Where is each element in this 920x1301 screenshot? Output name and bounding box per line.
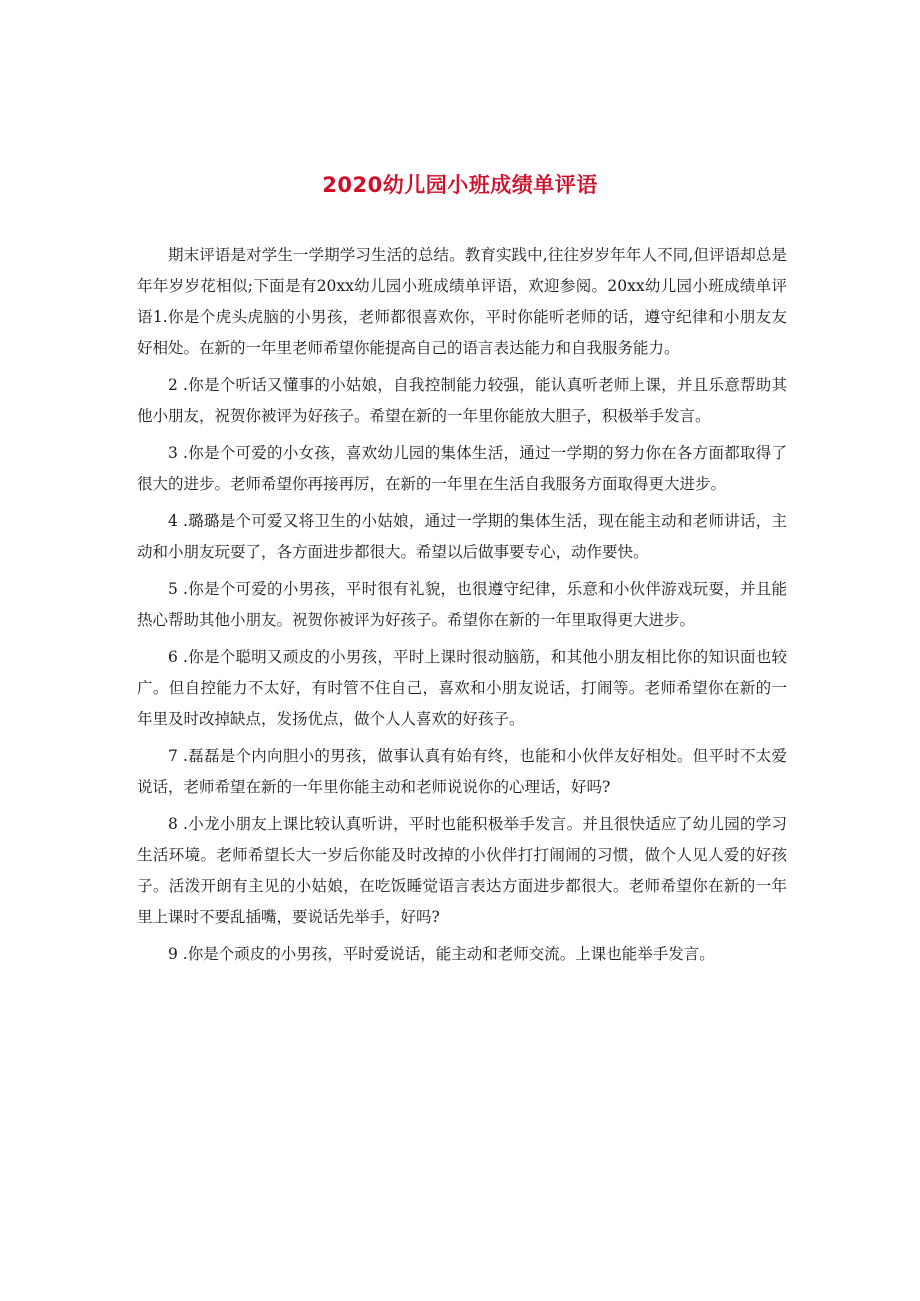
paragraph-item-8: 8 .小龙小朋友上课比较认真听讲，平时也能积极举手发言。并且很快适应了幼儿园的学习生活环境。老师希望长大一岁后你能及时改掉的小伙伴打打闹闹的习惯，做个人见人爱的好孩子。活泼开朗有主见的小姑娘，在吃饭睡觉语言表达方面进步都很大。老师希望你在新的一年里上课时不要乱插嘴，要说话先举手，好吗? bbox=[137, 815, 787, 926]
document-title: 2020幼儿园小班成绩单评语 bbox=[322, 173, 598, 197]
paragraph-item-2: 2 .你是个听话又懂事的小姑娘，自我控制能力较强，能认真听老师上课，并且乐意帮助其他小朋友，祝贺你被评为好孩子。希望在新的一年里你能放大胆子，积极举手发言。 bbox=[137, 376, 787, 425]
paragraph-item-7: 7 .磊磊是个内向胆小的男孩，做事认真有始有终，也能和小伙伴友好相处。但平时不太爱说话，老师希望在新的一年里你能主动和老师说说你的心理话，好吗? bbox=[137, 747, 787, 796]
paragraph-item-4: 4 .璐璐是个可爱又将卫生的小姑娘，通过一学期的集体生活，现在能主动和老师讲话，主动和小朋友玩耍了，各方面进步都很大。希望以后做事要专心，动作要快。 bbox=[137, 512, 787, 561]
paragraph-item-3: 3 .你是个可爱的小女孩，喜欢幼儿园的集体生活，通过一学期的努力你在各方面都取得了很大的进步。老师希望你再接再厉，在新的一年里在生活自我服务方面取得更大进步。 bbox=[137, 444, 787, 493]
document-body bbox=[137, 240, 787, 976]
paragraph-intro: 期末评语是对学生一学期学习生活的总结。教育实践中,往往岁岁年年人不同,但评语却总是年年岁岁花相似;下面是有20xx幼儿园小班成绩单评语，欢迎参阅。20xx幼儿园小班成绩单评语1.你是个虎头虎脑的小男孩，老师都很喜欢你，平时你能听老师的话，遵守纪律和小朋友友好相处。在新的一年里老师希望你能提高自己的语言表达能力和自我服务能力。 bbox=[137, 246, 787, 357]
paragraph-item-9: 9 .你是个顽皮的小男孩，平时爱说话，能主动和老师交流。上课也能举手发言。 bbox=[168, 945, 715, 963]
paragraph-item-6: 6 .你是个聪明又顽皮的小男孩，平时上课时很动脑筋，和其他小朋友相比你的知识面也较广。但自控能力不太好，有时管不住自己，喜欢和小朋友说话，打闹等。老师希望你在新的一年里及时改掉缺点，发扬优点，做个人人喜欢的好孩子。 bbox=[137, 648, 787, 728]
paragraph-item-5: 5 .你是个可爱的小男孩，平时很有礼貌，也很遵守纪律，乐意和小伙伴游戏玩耍，并且能热心帮助其他小朋友。祝贺你被评为好孩子。希望你在新的一年里取得更大进步。 bbox=[137, 580, 787, 629]
